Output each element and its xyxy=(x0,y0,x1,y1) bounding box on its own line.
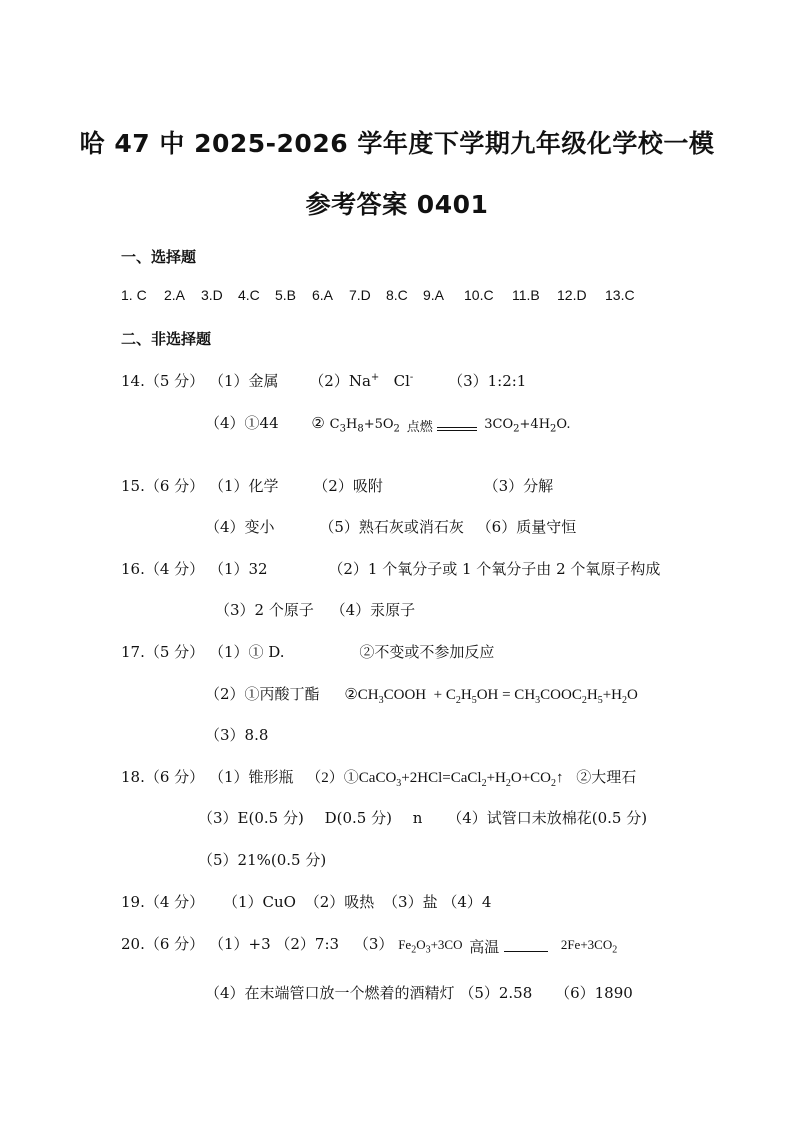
q18-answer-2b: ②大理石 xyxy=(576,768,637,786)
choice-answer: 9.A xyxy=(423,287,445,303)
q15-row2 xyxy=(205,516,576,537)
q16-answer-1: （1）32 xyxy=(208,560,268,578)
q16-answer-4: （4）汞原子 xyxy=(330,601,416,619)
q19-answer-2: （2）吸热 xyxy=(304,893,375,911)
q14-equation-condition: 点燃 xyxy=(407,417,478,435)
q20-equation-right: $2Fe+3CO_2$ xyxy=(560,937,618,956)
q18-answer-4: （4）试管口未放棉花(0.5 分) xyxy=(447,809,648,827)
q17-answer-3: （3）8.8 xyxy=(205,726,269,744)
q14-row1 xyxy=(121,370,526,391)
choice-answer: 10.C xyxy=(464,287,494,303)
q14-number: 14.（5 分） xyxy=(121,372,205,390)
q15-answer-5: （5）熟石灰或消石灰 xyxy=(319,518,464,536)
q20-equation-condition: 高温 xyxy=(469,938,548,956)
q20-row1 xyxy=(121,933,617,956)
page-subtitle: 参考答案 0401 xyxy=(305,190,489,219)
q20-answer-1: （1）+3 xyxy=(208,935,271,953)
q20-row2 xyxy=(205,982,633,1003)
q19-answer-4: （4）4 xyxy=(442,893,492,911)
q14-equation-right: $3CO_2+4H_2O$. xyxy=(484,417,571,435)
choice-answer: 12.D xyxy=(557,287,587,303)
q14-equation-left: $C_3H_8+5O_2$ xyxy=(329,417,400,435)
page-title: 哈 47 中 2025-2026 学年度下学期九年级化学校一模 xyxy=(79,129,715,158)
q19-answer-3: （3）盐 xyxy=(383,893,438,911)
q20-answer-4: （4）在末端管口放一个燃着的酒精灯 xyxy=(205,984,455,1002)
q16-number: 16.（4 分） xyxy=(121,560,205,578)
choice-answer: 4.C xyxy=(238,287,260,303)
q18-answer-1: （1）锥形瓶 xyxy=(208,768,294,786)
q17-answer-1: （1）① D. xyxy=(208,643,285,661)
q17-number: 17.（5 分） xyxy=(121,643,205,661)
q14-answer-3: （3）1:2:1 xyxy=(448,372,527,390)
q15-answer-3: （3）分解 xyxy=(483,477,554,495)
choice-answer: 7.D xyxy=(349,287,371,303)
q18-answer-3c: n xyxy=(412,809,423,827)
q18-row3 xyxy=(198,849,326,870)
q16-answer-2: （2）1 个氧分子或 1 个氧分子由 2 个氧原子构成 xyxy=(328,560,661,578)
q20-number: 20.（6 分） xyxy=(121,935,205,953)
q16-answer-3: （3）2 个原子 xyxy=(215,601,314,619)
choice-answers xyxy=(121,287,635,303)
q15-answer-6: （6）质量守恒 xyxy=(476,518,577,536)
q17-row3 xyxy=(205,724,268,745)
q14-answer-2: （2）Na+ Cl- xyxy=(309,372,414,390)
q15-answer-4: （4）变小 xyxy=(205,518,275,536)
choice-answer: 2.A xyxy=(164,287,186,303)
choice-answer: 8.C xyxy=(386,287,408,303)
q17-row2 xyxy=(205,683,638,706)
q16-row2 xyxy=(215,599,415,620)
q18-row1 xyxy=(121,766,636,789)
q15-row1 xyxy=(121,475,553,496)
q15-answer-2: （2）吸附 xyxy=(313,477,383,495)
q18-answer-3b: D(0.5 分) xyxy=(324,809,392,827)
q20-answer-3: （3） xyxy=(353,935,394,953)
q20-answer-5: （5）2.58 xyxy=(459,984,533,1002)
q20-answer-2: （2）7:3 xyxy=(275,935,340,953)
q20-equation-left: $Fe_2O_3+3CO$ xyxy=(398,937,463,956)
choice-answer: 3.D xyxy=(201,287,223,303)
q14-answer-4b: ② xyxy=(311,414,325,432)
q18-number: 18.（6 分） xyxy=(121,768,205,786)
choice-answer: 13.C xyxy=(605,287,635,303)
q14-answer-1: （1）金属 xyxy=(208,372,279,390)
q15-number: 15.（6 分） xyxy=(121,477,205,495)
q19-number: 19.（4 分） xyxy=(121,893,205,911)
q17-answer-2: （2）①丙酸丁酯 xyxy=(205,685,320,703)
q17-answer-2b: $②CH_3COOH + C_2H_5OH$ = $CH_3COOC_2H_5+H_2O$ xyxy=(344,687,638,706)
q18-answer-5: （5）21%(0.5 分) xyxy=(198,851,327,869)
choice-answer: 1. C xyxy=(121,287,147,303)
q14-answer-4: （4）①44 xyxy=(205,414,279,432)
section-heading-nonchoice: 二、非选择题 xyxy=(121,330,212,348)
q19-answer-1: （1）CuO xyxy=(222,893,296,911)
q18-answer-3: （3）E(0.5 分) xyxy=(198,809,304,827)
q19-row1 xyxy=(121,891,491,912)
choice-answer: 6.A xyxy=(312,287,334,303)
q20-answer-6: （6）1890 xyxy=(555,984,633,1002)
section-heading-choice: 一、选择题 xyxy=(121,248,197,266)
choice-answer: 5.B xyxy=(275,287,297,303)
q18-answer-2: $(2)①CaCO_3+2HCl=CaCl_2+H_2O+CO_2↑$ xyxy=(306,770,564,789)
q16-row1 xyxy=(121,558,660,579)
q17-row1 xyxy=(121,641,494,662)
q18-row2 xyxy=(198,807,647,828)
q14-row2 xyxy=(205,412,570,435)
q17-answer-1b: ②不变或不参加反应 xyxy=(359,643,495,661)
choice-answer: 11.B xyxy=(512,287,540,303)
q15-answer-1: （1）化学 xyxy=(208,477,279,495)
